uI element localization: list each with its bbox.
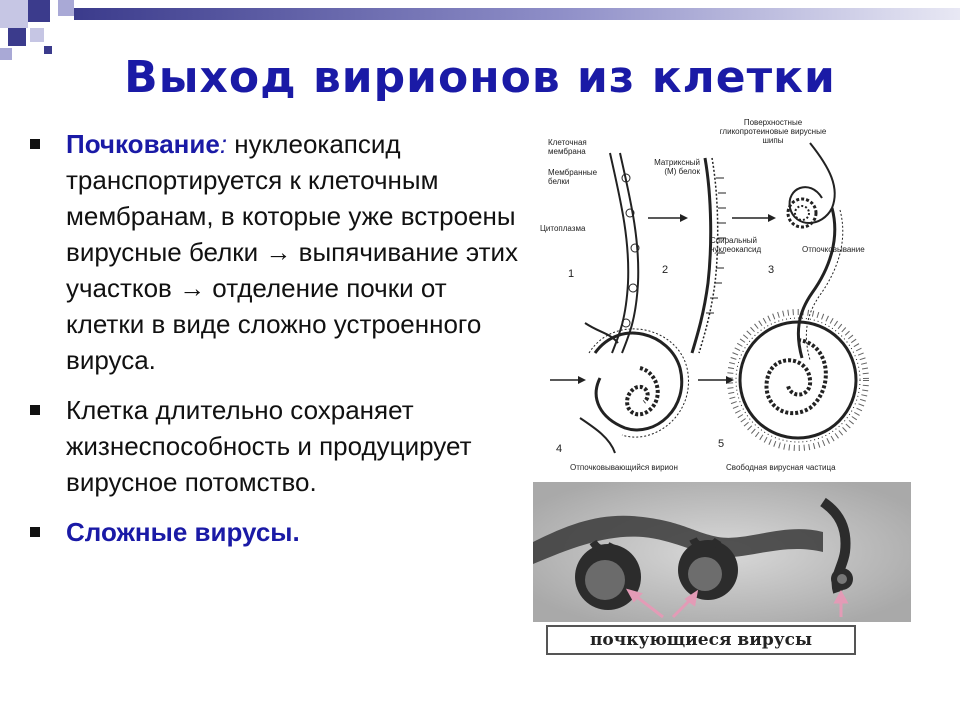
bullet-marker-icon xyxy=(30,139,40,149)
step-number-1: 1 xyxy=(568,268,575,280)
step-number-4: 4 xyxy=(556,443,563,455)
bullet-item-budding xyxy=(28,126,523,378)
micrograph-caption: почкующиеся вирусы xyxy=(546,625,856,655)
label-free-particle: Свободная вирусная частица xyxy=(726,463,836,472)
step-number-5: 5 xyxy=(718,438,725,450)
slide-title: Выход вирионов из клетки xyxy=(124,52,836,103)
micrograph-image xyxy=(533,482,911,622)
step-number-2: 2 xyxy=(662,264,669,276)
bullet-colon: : xyxy=(219,129,228,159)
bullet-text: нуклеокапсид транспортируется к клеточным мембранам, в которые уже встроены вирусные белки → выпячивание этих участков → отделение почки от клетки в виде сложно устроенного вируса. xyxy=(66,129,519,375)
label-cytoplasm: Цитоплазма xyxy=(540,224,586,233)
bullet-list xyxy=(28,126,523,564)
label-budding-virion: Отпочковывающийся вирион xyxy=(570,463,678,472)
label-spiral-nucleocapsid: Спиральный нуклеокапсид xyxy=(710,236,762,254)
bullet-keyword: Почкование xyxy=(66,129,220,159)
bullet-marker-icon xyxy=(30,527,40,537)
bullet-text: Сложные вирусы. xyxy=(66,517,300,547)
budding-diagram xyxy=(540,118,920,478)
bullet-item-complex-viruses xyxy=(28,514,523,550)
bullet-item-viability xyxy=(28,392,523,500)
label-membrane-proteins: Мембранные белки xyxy=(548,168,598,186)
label-budding: Отпочковывание xyxy=(802,245,865,254)
bullet-marker-icon xyxy=(30,405,40,415)
electron-micrograph xyxy=(533,482,911,622)
label-cell-membrane: Клеточная мембрана xyxy=(548,138,587,156)
step-number-3: 3 xyxy=(768,264,775,276)
label-matrix-protein: Матриксный (М) белок xyxy=(654,158,700,176)
label-surface-spikes: Поверхностные гликопротеиновые вирусные шипы xyxy=(719,118,827,145)
bullet-text: Клетка длительно сохраняет жизнеспособность и продуцирует вирусное потомство. xyxy=(66,395,472,497)
